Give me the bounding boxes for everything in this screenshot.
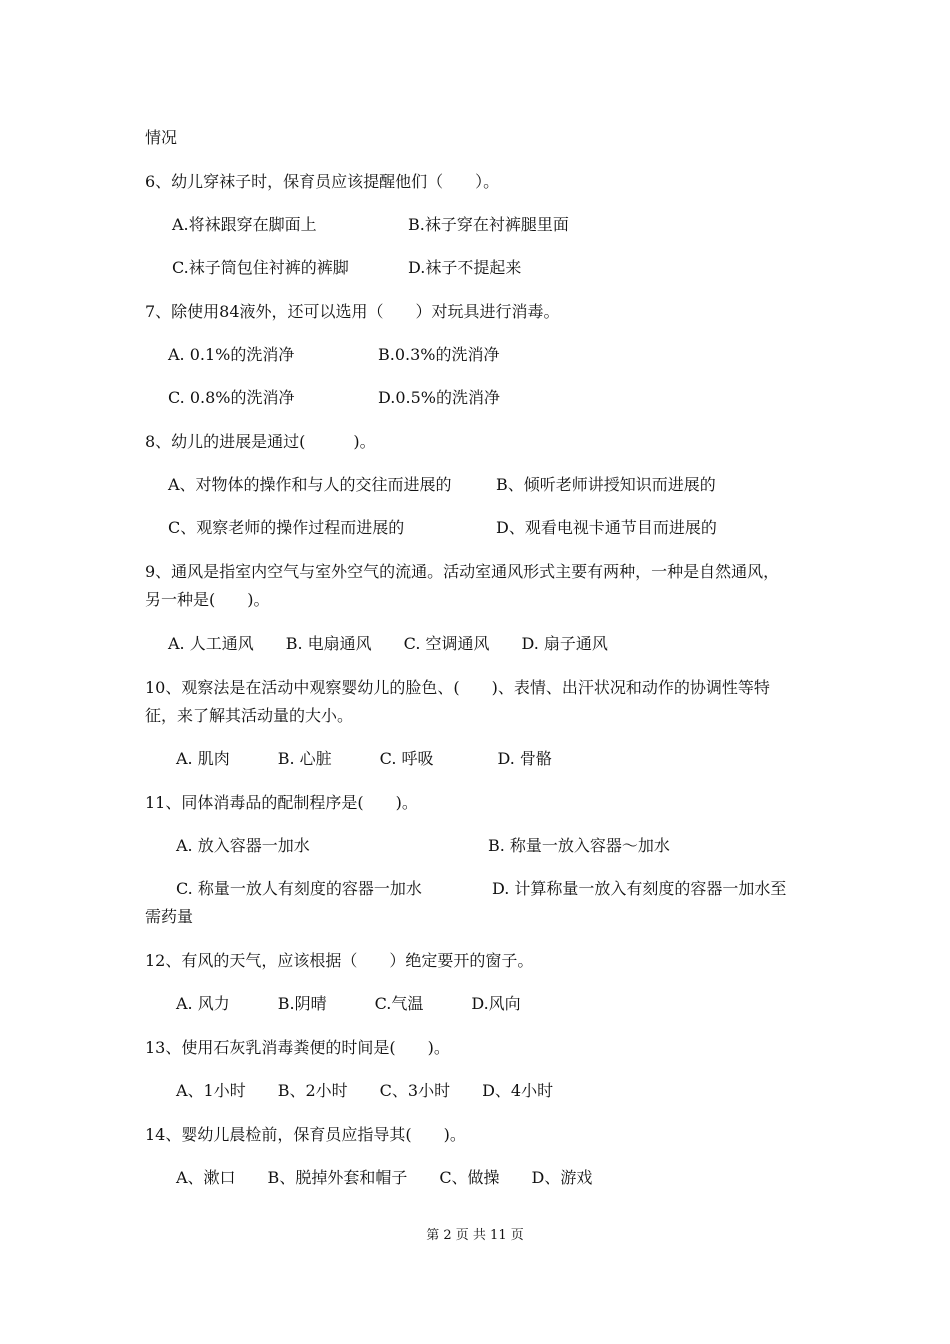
q7-option-a: A. 0.1%的洗消净 xyxy=(168,345,295,364)
q7-option-b: B.0.3%的洗消净 xyxy=(378,345,500,364)
question-10-stem-line-2: 征，来了解其活动量的大小。 xyxy=(145,706,354,725)
question-14-stem: 14、婴幼儿晨检前，保育员应指导其( )。 xyxy=(145,1125,466,1144)
q8-option-d: D、观看电视卡通节目而进展的 xyxy=(496,518,717,537)
q10-options: A. 肌肉 B. 心脏 C. 呼吸 D. 骨骼 xyxy=(176,749,552,768)
q7-option-c: C. 0.8%的洗消净 xyxy=(168,388,295,407)
q6-option-b: B.袜子穿在衬裤腿里面 xyxy=(408,215,569,234)
q14-options: A、漱口 B、脱掉外套和帽子 C、做操 D、游戏 xyxy=(176,1168,593,1187)
question-9-stem-line-2: 另一种是( )。 xyxy=(145,590,270,609)
q7-option-d: D.0.5%的洗消净 xyxy=(378,388,500,407)
question-8-stem: 8、幼儿的进展是通过( )。 xyxy=(145,432,376,451)
q8-option-a: A、对物体的操作和与人的交往而进展的 xyxy=(168,475,452,494)
q11-option-c: C. 称量一放人有刻度的容器一加水 xyxy=(176,879,422,898)
q11-option-d: D. 计算称量一放入有刻度的容器一加水至 xyxy=(492,879,787,898)
question-12-stem: 12、有风的天气，应该根据（ ）绝定要开的窗子。 xyxy=(145,951,534,970)
q9-options: A. 人工通风 B. 电扇通风 C. 空调通风 D. 扇子通风 xyxy=(168,634,608,653)
q6-option-a: A.将袜跟穿在脚面上 xyxy=(172,215,317,234)
question-10-stem-line-1: 10、观察法是在活动中观察婴幼儿的脸色、( )、表情、出汗状况和动作的协调性等特 xyxy=(145,678,770,697)
q8-option-b: B、倾听老师讲授知识而进展的 xyxy=(496,475,716,494)
q11-option-d-wrap: 需药量 xyxy=(145,907,194,926)
q12-options: A. 风力 B.阴晴 C.气温 D.风向 xyxy=(176,994,521,1013)
question-6-stem: 6、幼儿穿袜子时，保育员应该提醒他们（ ）。 xyxy=(145,172,500,191)
q6-option-d: D.袜子不提起来 xyxy=(408,258,522,277)
question-9-stem-line-1: 9、通风是指室内空气与室外空气的流通。活动室通风形式主要有两种，一种是自然通风， xyxy=(145,562,780,581)
continuation-text: 情况 xyxy=(145,128,178,147)
page-footer: 第 2 页 共 11 页 xyxy=(426,1228,524,1243)
q11-option-a: A. 放入容器一加水 xyxy=(176,836,310,855)
question-13-stem: 13、使用石灰乳消毒粪便的时间是( )。 xyxy=(145,1038,450,1057)
q8-option-c: C、观察老师的操作过程而进展的 xyxy=(168,518,405,537)
q6-option-c: C.袜子筒包住衬裤的裤脚 xyxy=(172,258,349,277)
q13-options: A、1小时 B、2小时 C、3小时 D、4小时 xyxy=(176,1081,554,1100)
q11-option-b: B. 称量一放入容器～加水 xyxy=(488,836,670,855)
question-7-stem: 7、除使用84液外，还可以选用（ ）对玩具进行消毒。 xyxy=(145,302,560,321)
question-11-stem: 11、同体消毒品的配制程序是( )。 xyxy=(145,793,418,812)
